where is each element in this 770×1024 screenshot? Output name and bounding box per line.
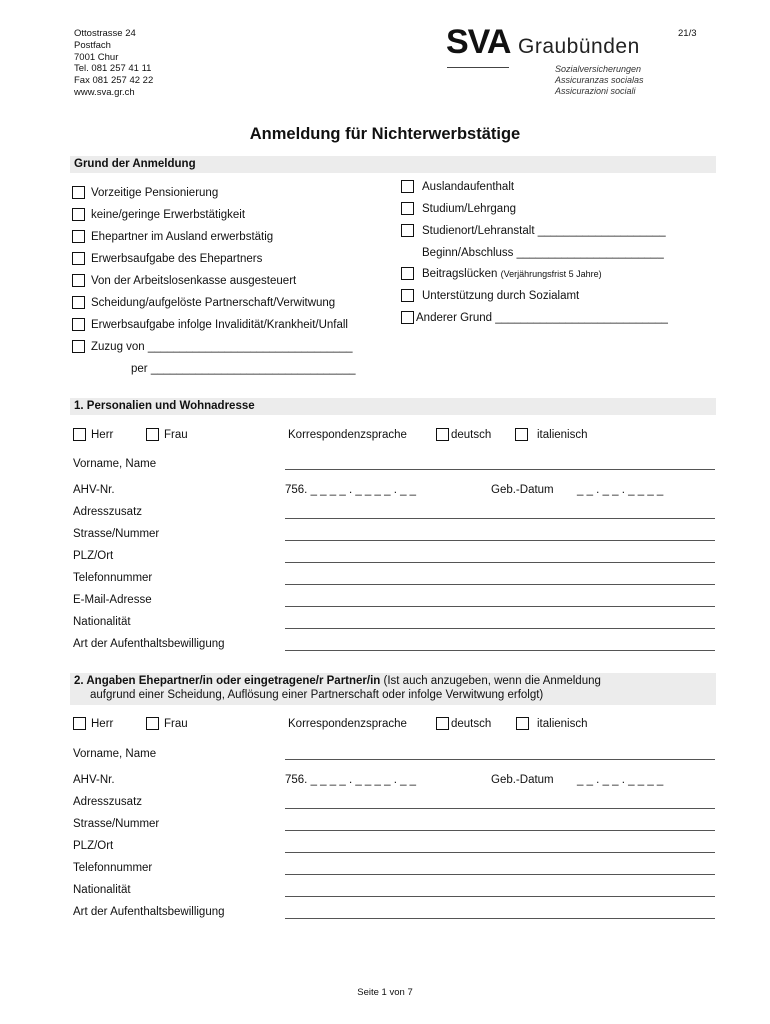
input-vorname-partner[interactable] [285,759,715,760]
input-telefon[interactable] [285,584,715,585]
input-ahv-partner[interactable]: 756. _ _ _ _ . _ _ _ _ . _ _ [285,774,417,786]
checkbox-label: Erwerbsaufgabe infolge Invalidität/Krankheit/Unfall [91,319,348,331]
field-label: Strasse/Nummer [73,528,160,540]
input-nationalitaet[interactable] [285,628,715,629]
field-label: Telefonnummer [73,862,153,874]
input-adresszusatz[interactable] [285,518,715,519]
checkbox-label: Vorzeitige Pensionierung [91,187,219,199]
logo-subtitle-line: Assicurazioni sociali [555,85,636,96]
checkbox-label: Scheidung/aufgelöste Partnerschaft/Verwitwung [91,297,336,309]
section-title: Grund der Anmeldung [74,158,196,170]
checkbox-auslandaufenthalt[interactable] [401,180,414,193]
logo-subtitle [555,64,644,96]
field-label: E-Mail-Adresse [73,594,152,606]
field-label: Strasse/Nummer [73,818,160,830]
field-label: Adresszusatz [73,506,143,518]
field-label: Art der Aufenthaltsbewilligung [73,638,225,650]
field-label-vorname: Vorname, Name [73,458,157,470]
input-plz-ort-partner[interactable] [285,852,715,853]
checkbox-erwerbsaufgabe-ehepartner[interactable] [72,252,85,265]
checkbox-vorzeitige-pensionierung[interactable] [72,186,85,199]
input-aufenthaltsbewilligung-partner[interactable] [285,918,715,919]
korrespondenzsprache-label: Korrespondenzsprache [288,429,407,441]
sender-address [74,28,153,99]
checkbox-label: Auslandaufenthalt [422,181,515,193]
zuzug-field[interactable]: Zuzug von ________________________________ [91,341,353,353]
section-title-line2: aufgrund einer Scheidung, Auflösung einer Partnerschaft oder infolge Verwitwung erfolgt) [90,689,544,701]
checkbox-arbeitslosenkasse[interactable] [72,274,85,287]
input-geb-datum[interactable]: _ _ . _ _ . _ _ _ _ [577,484,664,496]
address-line: Fax 081 257 42 22 [74,75,154,87]
input-strasse-partner[interactable] [285,830,715,831]
input-nationalitaet-partner[interactable] [285,896,715,897]
field-label-vorname: Vorname, Name [73,748,157,760]
input-adresszusatz-partner[interactable] [285,808,715,809]
input-strasse[interactable] [285,540,715,541]
checkbox-label: keine/geringe Erwerbstätigkeit [91,209,246,221]
input-plz-ort[interactable] [285,562,715,563]
deutsch-label: deutsch [451,429,492,441]
checkbox-anderer-grund[interactable] [401,311,414,324]
field-label: Art der Aufenthaltsbewilligung [73,906,225,918]
checkbox-italienisch[interactable] [515,428,528,441]
input-aufenthaltsbewilligung[interactable] [285,650,715,651]
section-header-grund [70,156,716,173]
address-line: www.sva.gr.ch [74,86,135,98]
checkbox-label: Studium/Lehrgang [422,203,516,215]
section-title-note: (Ist auch anzugeben, wenn die Anmeldung [380,675,601,687]
checkbox-beitragsluecken[interactable] [401,267,414,280]
logo-sva: SVA [446,23,511,61]
input-geb-datum-partner[interactable]: _ _ . _ _ . _ _ _ _ [577,774,664,786]
logo-region: Graubünden [518,35,640,58]
input-telefon-partner[interactable] [285,874,715,875]
checkbox-studienort[interactable] [401,224,414,237]
per-field[interactable]: per ________________________________ [131,363,356,375]
logo-subtitle-line: Sozialversicherungen [555,64,642,74]
logo-divider [447,67,509,68]
address-line: Ottostrasse 24 [74,28,136,39]
deutsch-label: deutsch [451,718,492,730]
beitragsluecken-label: Beitragslücken [422,268,498,280]
input-email[interactable] [285,606,715,607]
section-title: 1. Personalien und Wohnadresse [74,400,255,412]
checkbox-herr-partner[interactable] [73,717,86,730]
checkbox-ehepartner-ausland[interactable] [72,230,85,243]
italienisch-label: italienisch [537,718,588,730]
checkbox-italienisch-partner[interactable] [516,717,529,730]
checkbox-herr[interactable] [73,428,86,441]
checkbox-frau[interactable] [146,428,159,441]
field-label: PLZ/Ort [73,550,114,562]
input-ahv[interactable]: 756. _ _ _ _ . _ _ _ _ . _ _ [285,484,417,496]
field-label-geb: Geb.-Datum [491,774,554,786]
document-number: 21/3 [678,28,697,39]
checkbox-zuzug[interactable] [72,340,85,353]
beitragsluecken-note: (Verjährungsfrist 5 Jahre) [500,269,602,279]
checkbox-invaliditaet[interactable] [72,318,85,331]
section-title [74,675,601,687]
checkbox-label: Unterstützung durch Sozialamt [422,290,580,302]
field-label: Nationalität [73,884,131,896]
section-header-personalien [70,398,716,415]
section-header-ehepartner [70,673,716,705]
page-footer: Seite 1 von 7 [357,987,413,998]
section-title-bold: 2. Angaben Ehepartner/in oder eingetragene/r Partner/in [74,675,381,687]
checkbox-sozialamt[interactable] [401,289,414,302]
address-line: 7001 Chur [74,51,119,63]
page-title: Anmeldung für Nichterwerbstätige [249,125,521,143]
field-label-geb: Geb.-Datum [491,484,554,496]
checkbox-studium[interactable] [401,202,414,215]
herr-label: Herr [91,429,114,441]
checkbox-scheidung[interactable] [72,296,85,309]
field-label-ahv: AHV-Nr. [73,484,115,496]
checkbox-label: Von der Arbeitslosenkasse ausgesteuert [91,275,297,287]
frau-label: Frau [164,429,188,441]
italienisch-label: italienisch [537,429,588,441]
checkbox-keine-erwerbstaetigkeit[interactable] [72,208,85,221]
logo-subtitle-line: Assicuranzas socialas [555,74,644,85]
checkbox-label: Erwerbsaufgabe des Ehepartners [91,253,263,265]
address-line: Postfach [74,39,111,51]
field-label: Telefonnummer [73,572,153,584]
field-label: Adresszusatz [73,796,143,808]
checkbox-frau-partner[interactable] [146,717,159,730]
address-line: Tel. 081 257 41 11 [74,63,152,75]
checkbox-deutsch[interactable] [436,428,449,441]
beginn-abschluss-field[interactable]: Beginn/Abschluss _______________________ [422,247,664,259]
field-label-ahv: AHV-Nr. [73,774,115,786]
input-vorname[interactable] [285,469,715,470]
anderer-grund-field[interactable]: Anderer Grund ___________________________ [416,312,668,324]
herr-label: Herr [91,718,114,730]
korrespondenzsprache-label: Korrespondenzsprache [288,718,407,730]
checkbox-deutsch-partner[interactable] [436,717,449,730]
field-label: PLZ/Ort [73,840,114,852]
studienort-field[interactable]: Studienort/Lehranstalt ____________________ [422,225,666,237]
frau-label: Frau [164,718,188,730]
checkbox-label: Ehepartner im Ausland erwerbstätig [91,231,274,243]
checkbox-label [422,268,602,280]
field-label: Nationalität [73,616,131,628]
